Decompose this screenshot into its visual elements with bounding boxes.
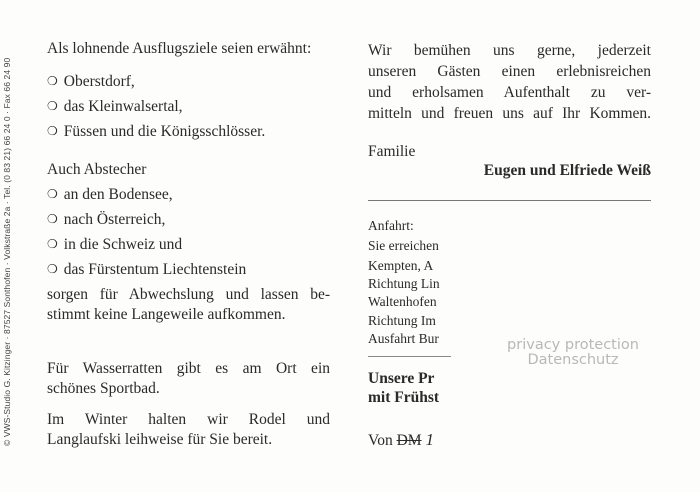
price-currency: DM [396,432,422,449]
price-line: Von DM 1 [368,430,434,449]
intro-text: Als lohnende Ausflugsziele seien erwähnt: [47,40,312,57]
list-item: ❍ das Fürstentum Liechtenstein [47,261,247,278]
circle-bullet-icon: ❍ [47,124,58,138]
circle-bullet-icon: ❍ [47,74,58,88]
paragraph-line: Für Wasserratten gibt es am Ort ein [47,360,330,377]
paragraph-line: schönes Sportbad. [47,380,160,397]
anfahrt-line: Richtung Im [368,313,436,328]
intro-text-2: Auch Abstecher [47,161,147,178]
divider [368,356,451,357]
anfahrt-line: Waltenhofen [368,294,437,309]
paragraph-line: unseren Gästen einen erlebnisreichen [368,63,651,80]
privacy-watermark: privacy protection Datenschutz [507,337,639,368]
paragraph-line: Wir bemühen uns gerne, jederzeit [368,42,651,59]
familie-label: Familie [368,143,416,160]
anfahrt-line: Richtung Lin [368,276,440,291]
list-item: ❍ Füssen und die Königsschlösser. [47,123,266,140]
circle-bullet-icon: ❍ [47,187,58,201]
anfahrt-line: Ausfahrt Bur [368,331,439,346]
publisher-imprint: © VWS-Studio G. Kitzinger · 87527 Sonthofen · Volkstraße 2a · Tel. (0 83 21) 66 24 0 · Fax 66 24 90 [2,57,12,446]
circle-bullet-icon: ❍ [47,212,58,226]
list-item: ❍ in die Schweiz und [47,236,183,253]
anfahrt-line: Kempten, A [368,258,434,273]
list-item: ❍ Oberstdorf, [47,73,135,90]
list-item: ❍ an den Bodensee, [47,186,173,203]
circle-bullet-icon: ❍ [47,99,58,113]
offer-line: Unsere Pr [368,370,435,387]
paragraph-line: und erholsamen Aufenthalt zu ver- [368,84,651,101]
paragraph-line: Langlaufski leihweise für Sie bereit. [47,431,273,448]
paragraph-line: stimmt keine Langeweile aufkommen. [47,306,286,323]
list-item: ❍ nach Österreich, [47,211,166,228]
price-fragment: 1 [425,430,434,449]
divider [368,200,651,201]
paragraph-line: Im Winter halten wir Rodel und [47,411,330,428]
list-item: ❍ das Kleinwalsertal, [47,98,183,115]
offer-line: mit Frühst [368,389,440,406]
circle-bullet-icon: ❍ [47,237,58,251]
circle-bullet-icon: ❍ [47,262,58,276]
paragraph-line: mitteln und freuen uns auf Ihr Kommen. [368,105,651,122]
anfahrt-line: Sie erreichen [368,238,439,253]
anfahrt-label: Anfahrt: [368,218,414,233]
host-names: Eugen und Elfriede Weiß [483,162,651,179]
paragraph-line: sorgen für Abwechslung und lassen be- [47,286,330,303]
